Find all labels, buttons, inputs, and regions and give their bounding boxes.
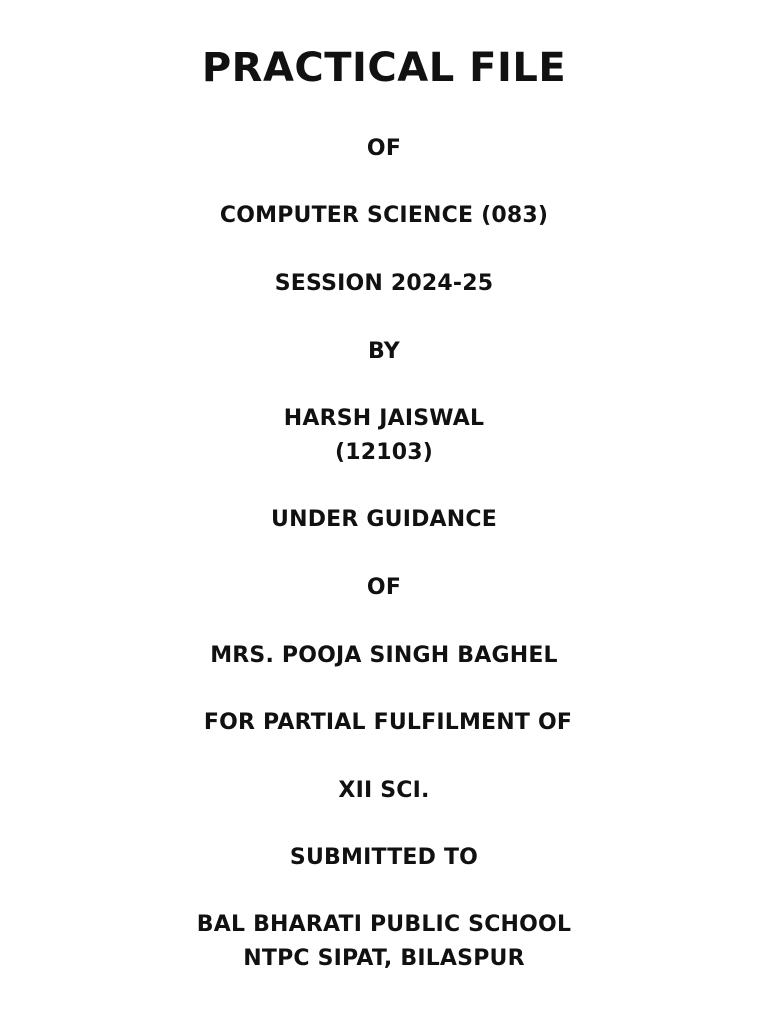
roll-number: (12103): [334, 440, 434, 465]
purpose-line: FOR PARTIAL FULFILMENT OF: [203, 710, 573, 735]
class-line: XII SCI.: [338, 778, 430, 803]
by-line: BY: [368, 339, 400, 364]
of-line-second: OF: [366, 575, 402, 600]
page-title: PRACTICAL FILE: [201, 45, 567, 91]
school-name: BAL BHARATI PUBLIC SCHOOL: [196, 912, 572, 937]
student-name: HARSH JAISWAL: [283, 406, 485, 431]
submitted-line: SUBMITTED TO: [289, 845, 479, 870]
of-line: OF: [366, 136, 402, 161]
session-line: SESSION 2024-25: [274, 271, 494, 296]
teacher-name: MRS. POOJA SINGH BAGHEL: [210, 643, 558, 668]
guidance-line: UNDER GUIDANCE: [271, 507, 497, 532]
subject-line: COMPUTER SCIENCE (083): [219, 203, 549, 228]
school-location: NTPC SIPAT, BILASPUR: [243, 946, 525, 971]
